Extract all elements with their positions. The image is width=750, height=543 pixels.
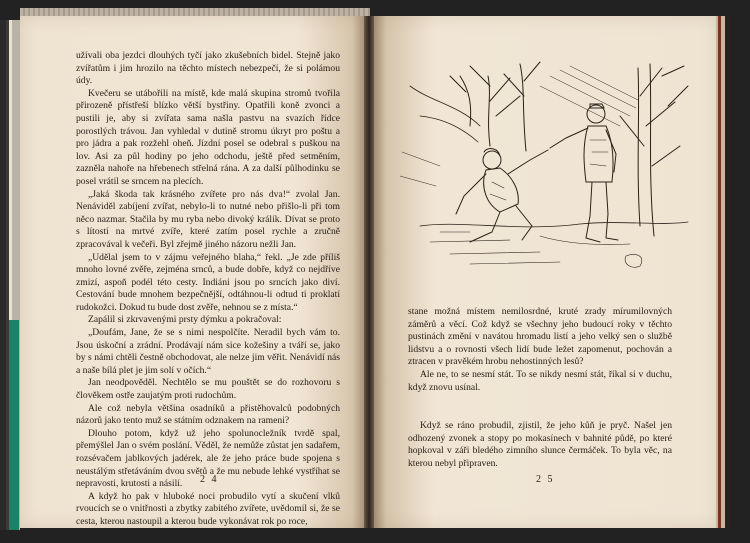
right-page-text-bottom — [408, 420, 672, 470]
paragraph: užívali oba jezdci dlouhých tyčí jako zkušebních bidel. Stejně jako zvířatům i jim hrozilo na těchto místech nebezpečí, že si polámou údy. — [76, 50, 340, 87]
paragraph: Kvečeru se utábořili na místě, kde malá skupina stromů tvořila přirozeně přístřeší blízko větší bystřiny. Opatřili koně zvonci a pustili je, aby si zvířata sama našla pastvu na svazích řídce porostlých trávou. Jan vyhledal v dutině stromu úkryt pro poštu a pro jádra a pak rozžehl oheň. Jízdní posel se odebral s puškou na lov. Asi za půl hodiny po jeho odchodu, ještě před setměním, zazněla nahoře na hřebenech střelná rána. A za další půlhodinku se posel vrátil se srncem na plecích. — [76, 87, 340, 187]
paragraph: A když ho pak v hluboké noci probudilo vytí a skučení vlků rvoucích se o vnitřnosti a zbytky zabitého zvířete, uvědomil si, že se cesta, kterou nastoupil a kterou bude vykonávat rok po roce, — [76, 490, 340, 527]
paragraph: „Udělal jsem to v zájmu veřejného blaha,“ řekl. „Je zde příliš mnoho lovné zvěře, zejména srnců, a bude dobře, když co nejdříve zmizí, aspoň podél této cesty. Indiáni jsou po srncích jako diví. Cestování bude mnohem bezpečnější, odtáhnou-li odtud ti proklatí rudokožci. Dokud tu bude dost zvěře, nehnou se z místa.“ — [76, 251, 340, 313]
right-page-text-top — [408, 306, 672, 394]
page-number-right: 2 5 — [536, 474, 555, 485]
page-number-left: 2 4 — [200, 474, 219, 485]
paragraph: Jan neodpověděl. Nechtělo se mu pouštět se do rozhovoru s člověkem ostře zaujatým proti rudochům. — [76, 377, 340, 402]
book-edge-right — [716, 16, 730, 528]
paragraph: Zapálil si zkrvavenými prsty dýmku a pokračoval: — [88, 314, 282, 326]
paragraph: Dlouho potom, když už jeho spolunocležník tvrdě spal, přemýšlel Jan o svém poslání. Věděl, že nemůže zůstat jen sadařem, rozsévačem jablkových jadérek, ale že jeho práce bude spojena s neustálým střetáváním dvou světů a že mu nebude lehké vystříhat se nepravosti, krutosti a násilí. — [76, 427, 340, 490]
cover-green-stripe — [9, 320, 19, 530]
paragraph: „Jaká škoda tak krásného zvířete pro nás dva!“ zvolal Jan. Nenáviděl zabíjení zvířat, nebylo-li to nutné nebo přišlo-li při tom něco nazmar. Stačila by mu ryba nebo divoký králík. Dívat se proto s lítostí na mrtvé zvíře, které zatím posel rychle a zručně zpracovával k večeři. Byl zřejmě jiného názoru nežli Jan. — [76, 188, 340, 250]
left-page-text — [76, 50, 340, 529]
book-gutter — [364, 16, 374, 528]
paragraph: stane možná místem nemilosrdné, kruté zrady mírumilovných záměrů a věcí. Což když se všechny jeho budoucí roky v těchto pustinách změní v navátou hromadu listí a jeho velký sen o službě lidstvu a o rovnosti všech lidí bude ležet zapomenut, pochován a ztracen v pravěkém hrobu nehostinných lesů? — [408, 306, 672, 368]
paragraph: Když se ráno probudil, zjistil, že jeho kůň je pryč. Našel jen odhozený zvonek a stopy po mokasínech v bahnité půdě, po které hopkoval v záři bledého zimního slunce čermáček. To byla věc, na kterou nebyl připraven. — [408, 420, 672, 469]
ink-sketch-two-men-by-stream-icon — [400, 56, 690, 280]
paragraph: Ale což nebyla většina osadníků a přistěhovalců podobných názorů jako tento muž se státním odznakem na rameni? — [76, 402, 340, 427]
paragraph: „Doufám, Jane, že se s nimi nespolčíte. Neradil bych vám to. Jsou úskoční a zrádní. Prodávají nám sice kožešiny a tváří se, jako by s námi chtěli čestně obchodovat, ale nelze jim věřit. Nenávidí nás a naše bílá plet je jim solí v očích.“ — [76, 327, 340, 376]
paragraph: Ale ne, to se nesmí stát. To se nikdy nesmí stát, říkal si v duchu, když znovu usínal. — [408, 368, 672, 393]
